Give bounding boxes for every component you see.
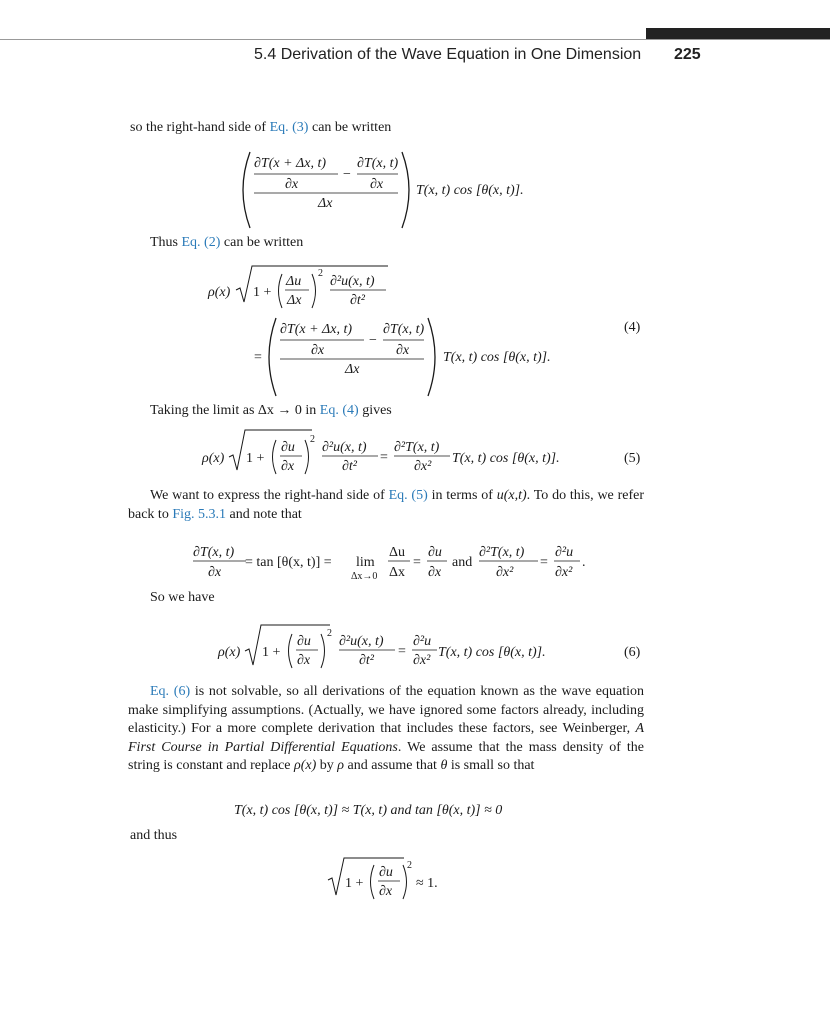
eq6-label: (6) — [624, 645, 641, 660]
eq4-den2: ∂x — [396, 343, 410, 358]
em-eq2: = — [413, 555, 421, 570]
paragraph-1: We want to express the right-hand side of Eq. (5) in terms of u(x,t). To do this, we refer back to Fig. 5.3.1 and note that — [128, 488, 644, 522]
equation-relations — [193, 545, 586, 582]
eq6-lnum: ∂²u(x, t) — [339, 634, 384, 649]
eqf-dden: ∂x — [379, 884, 393, 899]
eq4-label: (4) — [624, 320, 641, 335]
eqf-rparen — [403, 865, 407, 899]
em-den2: Δx — [389, 565, 406, 580]
eq6-dnum: ∂u — [297, 634, 311, 649]
eq4-dnum: Δu — [286, 274, 302, 289]
eq1-den1: ∂x — [285, 177, 299, 192]
eq5-sqrt — [229, 430, 312, 470]
eq1-den: Δx — [318, 196, 333, 211]
eq5-pow: 2 — [310, 434, 315, 445]
text-line-5: and thus — [130, 828, 178, 843]
em-mid: = tan [θ(x, t)] = — [245, 555, 332, 570]
eq6-lden: ∂t² — [359, 653, 375, 668]
eq6-dden: ∂x — [297, 653, 311, 668]
eq4-den: Δx — [345, 362, 360, 377]
eq1-den2: ∂x — [370, 177, 384, 192]
eqf-pow: 2 — [407, 860, 412, 871]
eq5-link[interactable]: Eq. (5) — [388, 488, 428, 503]
em-num3: ∂u — [428, 545, 442, 560]
eq4-dden: Δx — [287, 293, 302, 308]
em-num1: ∂T(x, t) — [193, 545, 235, 560]
em-limsub: Δx→0 — [351, 571, 378, 582]
eq6-one: 1 + — [262, 645, 281, 660]
eqf-tail: ≈ 1. — [416, 876, 438, 891]
text-line-4: So we have — [150, 590, 215, 605]
eq5-dden: ∂x — [281, 459, 295, 474]
em-lim: lim — [356, 555, 375, 570]
eq6-rho: ρ(x) — [218, 645, 241, 660]
eq2-link[interactable]: Eq. (2) — [181, 235, 221, 250]
text-line-1: so the right-hand side of Eq. (3) can be written — [130, 120, 392, 135]
eq4-rparen — [312, 274, 316, 308]
equation-4 — [207, 266, 641, 396]
em-and: and — [452, 555, 473, 570]
em-num2: Δu — [389, 545, 406, 560]
eqf-dnum: ∂u — [379, 865, 393, 880]
eq5-rnum: ∂²T(x, t) — [394, 440, 440, 455]
eq4-link[interactable]: Eq. (4) — [319, 403, 359, 418]
eq4-den1: ∂x — [311, 343, 325, 358]
eq4-minus: − — [369, 333, 377, 348]
eq5-rden: ∂x² — [414, 459, 432, 474]
eq6-tail: T(x, t) cos [θ(x, t)]. — [438, 645, 546, 660]
eq4-lden: ∂t² — [350, 293, 366, 308]
eqf-one: 1 + — [345, 876, 364, 891]
eq1-num1: ∂T(x + Δx, t) — [254, 156, 327, 171]
eq5-lnum: ∂²u(x, t) — [322, 440, 367, 455]
eq4-num1: ∂T(x + Δx, t) — [280, 322, 353, 337]
eq4-pow: 2 — [318, 268, 323, 279]
equation-1 — [243, 152, 524, 228]
page-number: 225 — [674, 46, 701, 63]
em-num4: ∂²T(x, t) — [479, 545, 525, 560]
eq4-equals: = — [254, 350, 262, 365]
eq5-one: 1 + — [246, 451, 265, 466]
eq4-tail: T(x, t) cos [θ(x, t)]. — [443, 350, 551, 365]
fig531-link[interactable]: Fig. 5.3.1 — [172, 506, 227, 522]
eq1-tail: T(x, t) cos [θ(x, t)]. — [416, 183, 524, 198]
eq4-rho: ρ(x) — [208, 285, 231, 300]
eq5-lden: ∂t² — [342, 459, 358, 474]
paragraph-2: Eq. (6) is not solvable, so all derivations of the equation known as the wave equation make simplifying assumptions. (Actually, we have ignored some factors already, including elasticity.) For a more complete derivation that includes these factors, see Weinberger, A First Course in Partial Differential Equations. We assume that the mass density of the string is constant and replace ρ(x) by ρ and assume that θ is small so that — [128, 684, 644, 774]
em-den4: ∂x² — [496, 565, 514, 580]
text-line-3: Taking the limit as Δx → 0 in Eq. (4) gives — [150, 403, 392, 418]
eq5-rho: ρ(x) — [202, 451, 225, 466]
eq1-minus: − — [343, 167, 351, 182]
equation-6 — [217, 625, 641, 668]
eq1-left-paren — [243, 152, 250, 228]
eqf-lparen — [371, 865, 375, 899]
em-den5: ∂x² — [555, 565, 573, 580]
eq5-label: (5) — [624, 451, 641, 466]
eq5-rparen — [305, 440, 309, 474]
eq4-left-paren — [269, 318, 276, 396]
equation-final — [328, 858, 438, 899]
eq5-tail: T(x, t) cos [θ(x, t)]. — [452, 451, 560, 466]
eq6-lparen — [289, 634, 293, 668]
eq6-rparen — [321, 634, 325, 668]
eq1-num2: ∂T(x, t) — [357, 156, 399, 171]
equation-approx: T(x, t) cos [θ(x, t)] ≈ T(x, t) and tan [θ(x, t)] ≈ 0 — [234, 803, 503, 818]
text-line-2: Thus Eq. (2) can be written — [150, 235, 304, 250]
eq6-pow: 2 — [327, 628, 332, 639]
em-dot: . — [582, 555, 586, 570]
eq6-equals: = — [398, 644, 406, 659]
eq4-lnum: ∂²u(x, t) — [330, 274, 375, 289]
em-num5: ∂²u — [555, 545, 574, 560]
em-eq3: = — [540, 555, 548, 570]
eq6-link[interactable]: Eq. (6) — [150, 684, 191, 699]
eq6-rnum: ∂²u — [413, 634, 432, 649]
eq6-rden: ∂x² — [413, 653, 431, 668]
eq4-num2: ∂T(x, t) — [383, 322, 425, 337]
eq5-dnum: ∂u — [281, 440, 295, 455]
section-title: 5.4 Derivation of the Wave Equation in One Dimension — [254, 46, 642, 63]
eq4-one: 1 + — [253, 285, 272, 300]
em-den3: ∂x — [428, 565, 442, 580]
eq4-right-paren — [428, 318, 435, 396]
equation-5 — [201, 430, 641, 474]
eq5-lparen — [273, 440, 277, 474]
eq1-right-paren — [402, 152, 409, 228]
eq5-equals: = — [380, 450, 388, 465]
em-den1: ∂x — [208, 565, 222, 580]
eq4-lparen — [279, 274, 283, 308]
eq6-sqrt — [245, 625, 330, 665]
eq3-link[interactable]: Eq. (3) — [269, 120, 309, 135]
